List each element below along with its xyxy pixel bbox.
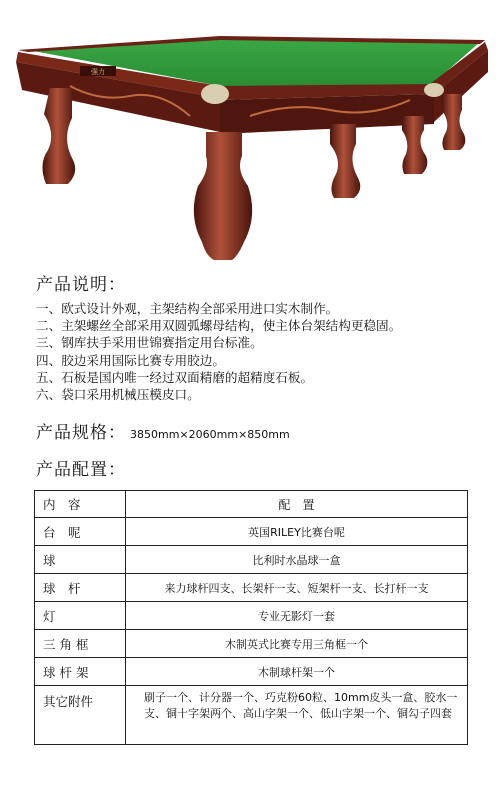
table-leg [402, 116, 427, 174]
row-value: 来力球杆四支、长架杆一支、短架杆一支、长打杆一支 [126, 574, 468, 602]
row-value: 英国RILEY比赛台呢 [126, 518, 468, 546]
row-value: 专业无影灯一套 [126, 602, 468, 630]
description-item: 五、石板是国内唯一经过双面精磨的超精度石板。 [36, 369, 314, 385]
table-leg [442, 94, 465, 150]
description-item: 三、钢库扶手采用世锦赛指定用台标准。 [36, 335, 263, 351]
row-item: 球 杆 架 [35, 658, 126, 686]
pocket-trim [201, 84, 229, 104]
row-item: 三 角 框 [35, 630, 126, 658]
table-leg [42, 88, 75, 184]
description-list [36, 300, 401, 403]
description-item: 一、欧式设计外观，主架结构全部采用进口实木制作。 [36, 301, 339, 316]
row-item: 球 [35, 546, 126, 574]
specs-value: 3850mm×2060mm×850mm [130, 428, 290, 441]
description-item: 六、袋口采用机械压模皮口。 [36, 387, 200, 403]
table-row [35, 546, 468, 574]
table-row [35, 630, 468, 658]
description-heading: 产品说明： [36, 275, 126, 295]
description-item: 四、胶边采用国际比赛专用胶边。 [36, 352, 225, 368]
header-config: 配 置 [126, 491, 468, 518]
specs-heading [36, 418, 290, 443]
row-value: 比利时水晶球一盒 [126, 546, 468, 574]
row-item: 灯 [35, 602, 126, 630]
table-leg [194, 132, 252, 260]
table-row [35, 686, 468, 745]
row-value: 刷子一个、计分器一个、巧克粉60粒、10mm皮头一盒、胶水一支、铜十字架两个、高山字架一个、低山字架一个、铜勾子四套 [126, 686, 468, 745]
config-heading: 产品配置： [36, 460, 126, 480]
description-item: 二、主架螺丝全部采用双圆弧螺母结构，使主体台架结构更稳固。 [36, 318, 402, 334]
row-value: 木制英式比赛专用三角框一个 [126, 630, 468, 658]
table-leg [330, 124, 360, 198]
header-content: 内 容 [35, 491, 126, 518]
snooker-table-image [10, 28, 490, 268]
table-row [35, 658, 468, 686]
row-item: 其它附件 [35, 686, 126, 745]
table-row [35, 518, 468, 546]
row-item: 台 呢 [35, 518, 126, 546]
row-value: 木制球杆架一个 [126, 658, 468, 686]
row-item: 球 杆 [35, 574, 126, 602]
table-logo: 强力 [91, 68, 105, 76]
specs-label: 产品规格： [36, 423, 126, 443]
table-row [35, 602, 468, 630]
table-header-row [35, 491, 468, 518]
config-table [34, 490, 468, 745]
table-row [35, 574, 468, 602]
